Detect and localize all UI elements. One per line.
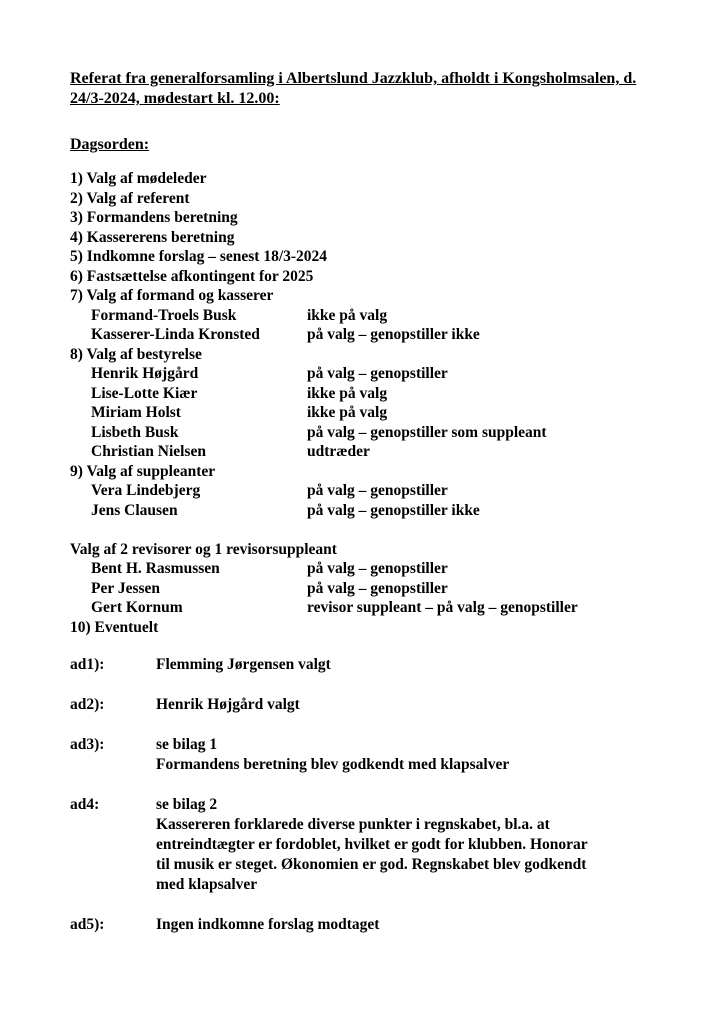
minute-label: ad5):: [70, 916, 105, 933]
agenda-item: [70, 208, 670, 228]
minute-text: [156, 695, 656, 715]
agenda-item-name: 1) Valg af mødeleder: [70, 170, 207, 187]
agenda-item-name: 6) Fastsættelse afkontingent for 2025: [70, 267, 314, 285]
agenda-item-status: ikke på valg: [307, 384, 388, 402]
agenda-item-name: 7) Valg af formand og kasserer: [70, 287, 274, 304]
minute-label: ad3):: [70, 736, 105, 753]
minute-line: Kassereren forklarede diverse punkter i regnskabet, bl.a. at: [156, 816, 550, 833]
agenda-item-name: 8) Valg af bestyrelse: [70, 345, 202, 363]
agenda-list: [70, 169, 670, 637]
minute-line: se bilag 1: [156, 736, 218, 753]
agenda-item-name: 9) Valg af suppleanter: [70, 462, 216, 480]
minute-line: entreindtægter er fordoblet, hvilket er godt for klubben. Honorar: [156, 836, 588, 853]
agenda-item-name: Kasserer-Linda Kronsted: [91, 326, 260, 343]
agenda-item: [70, 403, 670, 423]
minute-line: Flemming Jørgensen valgt: [156, 656, 331, 673]
agenda-item-name: 2) Valg af referent: [70, 189, 190, 207]
agenda-item: [70, 189, 670, 209]
agenda-item: [70, 345, 670, 365]
agenda-item-name: Lise-Lotte Kiær: [91, 384, 198, 402]
agenda-item-status: ikke på valg: [307, 404, 388, 421]
agenda-item: [70, 423, 670, 443]
minute-label: ad1):: [70, 656, 105, 673]
agenda-item: [70, 618, 670, 638]
agenda-item: [70, 501, 670, 521]
agenda-item-status: på valg – genopstiller som suppleant: [307, 423, 547, 441]
agenda-item: [70, 559, 670, 579]
agenda-item: [70, 442, 670, 462]
agenda-item-name: Christian Nielsen: [91, 443, 206, 460]
agenda-item-name: 4) Kassererens beretning: [70, 228, 235, 246]
agenda-item: [70, 540, 670, 560]
agenda-item-status: på valg – genopstiller ikke: [307, 501, 480, 519]
minute-text: [156, 655, 656, 675]
agenda-item-name: Gert Kornum: [91, 599, 183, 616]
agenda-item-name: Bent H. Rasmussen: [91, 560, 220, 577]
agenda-item: [70, 384, 670, 404]
agenda-item-name: Vera Lindebjerg: [91, 482, 201, 499]
agenda-item: [70, 267, 670, 287]
agenda-heading: Dagsorden:: [70, 136, 150, 153]
agenda-item-status: ikke på valg: [307, 306, 388, 324]
agenda-item-name: 3) Formandens beretning: [70, 209, 238, 226]
agenda-item-status: revisor suppleant – på valg – genopstiller: [307, 599, 578, 616]
agenda-item: [70, 579, 670, 599]
minute-line: Henrik Højgård valgt: [156, 696, 300, 713]
minute-line: Formandens beretning blev godkendt med klapsalver: [156, 756, 510, 773]
agenda-item-name: Formand-Troels Busk: [91, 306, 237, 324]
agenda-item-status: på valg – genopstiller: [307, 365, 448, 382]
agenda-item-status: på valg – genopstiller: [307, 579, 448, 597]
minute-text: [156, 915, 656, 935]
minute-entry: [70, 915, 670, 935]
minute-label: ad2):: [70, 696, 105, 713]
minute-label: ad4:: [70, 796, 100, 813]
agenda-item: [70, 169, 670, 189]
agenda-item: [70, 325, 670, 345]
agenda-item: [70, 228, 670, 248]
agenda-item-name: Lisbeth Busk: [91, 423, 179, 441]
agenda-item-name: Valg af 2 revisorer og 1 revisorsuppleant: [70, 540, 337, 558]
minute-line: til musik er steget. Økonomien er god. Regnskabet blev godkendt: [156, 856, 587, 873]
agenda-item-name: Miriam Holst: [91, 404, 181, 421]
agenda-item-status: udtræder: [307, 443, 370, 460]
minute-line: med klapsalver: [156, 876, 258, 893]
agenda-item-name: Per Jessen: [91, 579, 161, 597]
agenda-item-name: Jens Clausen: [91, 501, 178, 519]
agenda-item-name: 5) Indkomne forslag – senest 18/3-2024: [70, 248, 328, 265]
agenda-item-status: på valg – genopstiller: [307, 482, 448, 499]
document-title: Referat fra generalforsamling i Albertslund Jazzklub, afholdt i Kongsholmsalen, d. 24/3-2024, mødestart kl. 12.00:: [70, 70, 637, 107]
agenda-item: [70, 364, 670, 384]
agenda-item: [70, 247, 670, 267]
minute-entry: [70, 655, 670, 675]
agenda-item-status: på valg – genopstiller: [307, 560, 448, 577]
agenda-item: [70, 481, 670, 501]
minute-text: [156, 735, 656, 775]
agenda-item-name: 10) Eventuelt: [70, 618, 159, 636]
minute-entry: [70, 695, 670, 715]
agenda-item: [70, 462, 670, 482]
minute-line: Ingen indkomne forslag modtaget: [156, 916, 380, 933]
minute-entry: [70, 795, 670, 895]
minutes-list: [70, 655, 670, 955]
minute-text: [156, 795, 656, 895]
agenda-item-status: på valg – genopstiller ikke: [307, 326, 480, 343]
agenda-item-name: Henrik Højgård: [91, 365, 199, 382]
agenda-item: [70, 598, 670, 618]
minute-entry: [70, 735, 670, 775]
minute-line: se bilag 2: [156, 796, 218, 813]
agenda-item: [70, 306, 670, 326]
agenda-item: [70, 286, 670, 306]
